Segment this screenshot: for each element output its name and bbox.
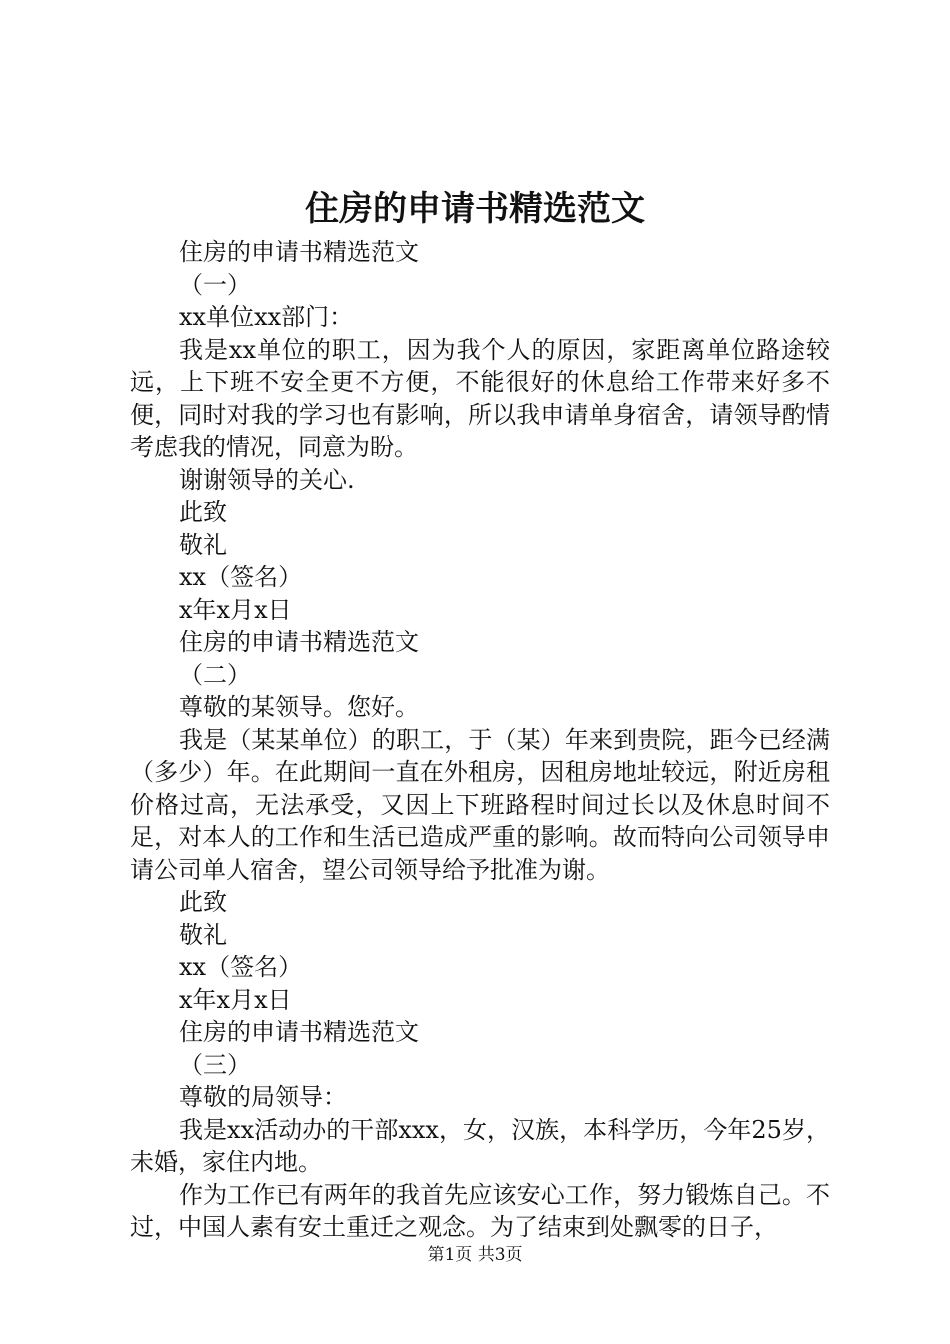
paragraph: 此致 — [179, 498, 227, 526]
paragraph: （三） — [179, 1050, 251, 1079]
paragraph: 尊敬的某领导。您好。 — [179, 693, 419, 721]
paragraph: （二） — [179, 660, 251, 689]
paragraph: xx（签名） — [179, 563, 303, 591]
paragraph: 作为工作已有两年的我首先应该安心工作，努力锻炼自己。不过，中国人素有安土重迁之观念。为了结束到处飘零的日子， — [130, 1180, 830, 1241]
paragraph: 敬礼 — [179, 920, 227, 949]
paragraph: xx单位xx部门： — [179, 303, 354, 331]
paragraph: x年x月x日 — [179, 595, 292, 624]
paragraph: （一） — [179, 270, 251, 299]
paragraph: xx（签名） — [179, 953, 303, 981]
paragraph: x年x月x日 — [179, 985, 292, 1014]
paragraph: 我是xx活动办的干部xxx，女，汉族，本科学历，今年25岁，未婚，家住内地。 — [130, 1115, 830, 1176]
paragraph: 住房的申请书精选范文 — [179, 1018, 419, 1046]
paragraph: 敬礼 — [179, 530, 227, 559]
document-title: 住房的申请书精选范文 — [305, 189, 645, 229]
paragraph: 此致 — [179, 888, 227, 916]
paragraph: 住房的申请书精选范文 — [179, 238, 419, 266]
paragraph: 住房的申请书精选范文 — [179, 628, 419, 656]
paragraph: 尊敬的局领导： — [179, 1083, 347, 1111]
paragraph: 我是xx单位的职工，因为我个人的原因，家距离单位路途较远，上下班不安全更不方便，不能很好的休息给工作带来好多不便，同时对我的学习也有影响，所以我申请单身宿舍，请领导酌情考虑我的情况，同意为盼。 — [130, 335, 830, 461]
document-body — [130, 236, 830, 1244]
paragraph: 谢谢领导的关心. — [179, 465, 355, 494]
page-number-footer: 第1页 共3页 — [427, 1245, 523, 1265]
paragraph: 我是（某某单位）的职工，于（某）年来到贵院，距今已经满（多少）年。在此期间一直在外租房，因租房地址较远，附近房租价格过高，无法承受，又因上下班路程时间过长以及休息时间不足，对本人的工作和生活已造成严重的影响。故而特向公司领导申请公司单人宿舍，望公司领导给予批准为谢。 — [130, 725, 830, 884]
